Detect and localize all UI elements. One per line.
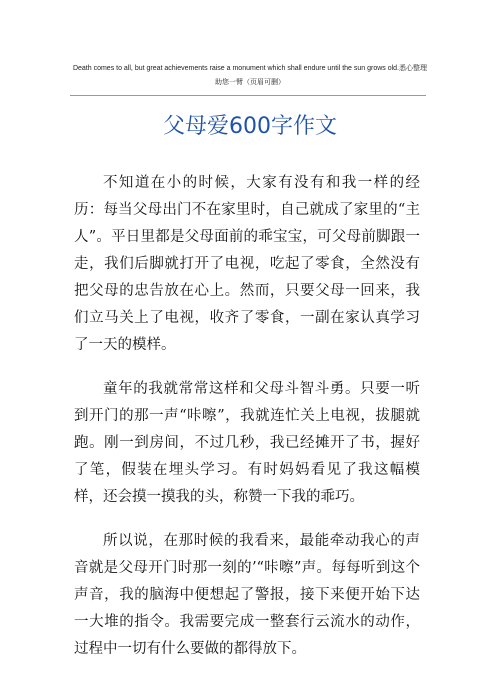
paragraph: 所以说，在那时候的我看来，最能牵动我心的声音就是父母开门时那一刻的’“咔嚓”声。每每听到这个声音，我的脑海中便想起了警报，接下来便开始下达一大堆的指令。我需要完成一整套行云流水的动作，过程中一切有什么要做的都得放下。 bbox=[74, 533, 420, 657]
document-body bbox=[74, 170, 420, 680]
paragraph: 童年的我就常常这样和父母斗智斗勇。只要一听到开门的那一声“咔嚓”，我就连忙关上电视，拔腿就跑。刚一到房间，不过几秒，我已经摊开了书，握好了笔，假装在埋头学习。有时妈妈看见了我这幅模样，还会摸一摸我的头，称赞一下我的乖巧。 bbox=[74, 381, 420, 505]
paragraph: 不知道在小的时候，大家有没有和我一样的经历：每当父母出门不在家里时，自己就成了家里的“主人”。平日里都是父母面前的乖宝宝，可父母前脚跟一走，我们后脚就打开了电视，吃起了零食，全然没有把父母的忠告放在心上。然而，只要父母一回来，我们立马关上了电视，收齐了零食，一副在家认真学习了一天的模样。 bbox=[74, 175, 420, 353]
document-title: 父母爱600字作文 bbox=[163, 114, 337, 139]
header-divider bbox=[70, 95, 426, 96]
page-header: Death comes to all, but great achievements raise a monument which shall endure until the sun grows old.悉心整理 助您一臂（页眉可删） bbox=[72, 65, 435, 86]
